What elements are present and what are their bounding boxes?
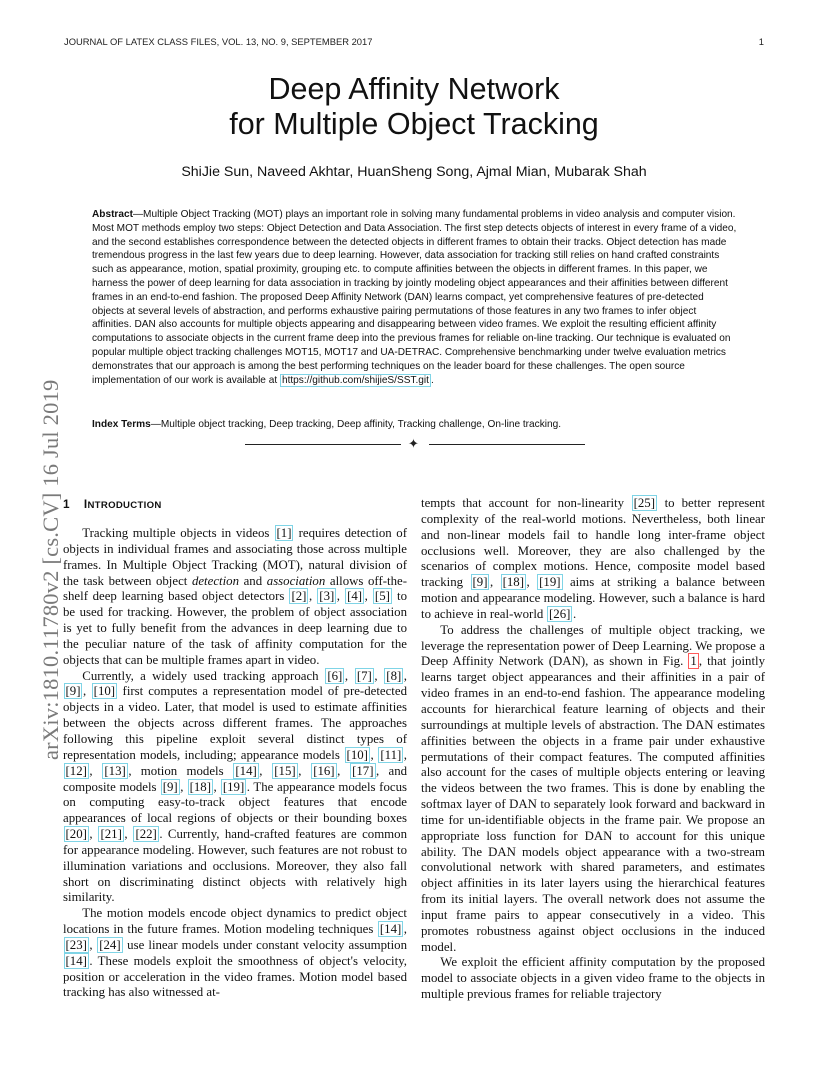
citation-link[interactable]: [14] bbox=[379, 922, 402, 937]
citation-link[interactable]: [6] bbox=[327, 668, 343, 683]
citation-link[interactable]: [11] bbox=[380, 747, 402, 762]
paragraph: Tracking multiple objects in videos [1] requires detection of objects in individual frames and associating those across multiple frames. In Multiple Object Tracking (MOT), natural division of the task between object detection and association allows off-the-shelf deep learning based object detectors [2] , [3] , [4] , [5] to be used for tracking. However, the problem of object association is yet to fully benefit from the advances in deep learning due to the peculiar nature of the task of affinity computation for the objects that can be multiple frames apart in video. bbox=[63, 526, 408, 667]
citation-link[interactable]: [16] bbox=[313, 763, 335, 778]
right-column bbox=[421, 496, 765, 1003]
citation-link[interactable]: [5] bbox=[374, 589, 390, 604]
abstract-label: Abstract bbox=[92, 209, 133, 220]
diamond-ornament-icon: ✦ bbox=[408, 437, 419, 452]
citation-link[interactable]: [9] bbox=[162, 779, 178, 794]
citation-link[interactable]: [12] bbox=[65, 763, 87, 778]
citation-link[interactable]: [14] bbox=[235, 763, 257, 778]
divider-line-right bbox=[429, 444, 585, 445]
figure-reference-link[interactable]: 1 bbox=[690, 654, 697, 669]
citation-link[interactable]: [7] bbox=[356, 668, 372, 683]
citation-link[interactable]: [10] bbox=[93, 684, 116, 699]
abstract-text: —Multiple Object Tracking (MOT) plays an important role in solving many fundamental problems in video analysis and computer vision. Most MOT methods employ two steps: Object Detection and Data Association. The first step detects objects of interest in every frame of a video, and the second establishes correspondence between the detected objects in different frames to obtain their tracks. Object detection has made tremendous progress in the last few years due to deep learning. However, data association for tracking still relies on hand crafted constraints such as appearance, motion, spatial proximity, grouping etc. to compute affinities between the objects in different frames. In this paper, we harness the power of deep learning for data association in tracking by jointly modeling object appearances and their affinities between different frames in an end-to-end fashion. The proposed Deep Affinity Network (DAN) learns compact, yet comprehensive features of pre-detected objects at several levels of abstraction, and performs exhaustive pairing permutations of those features in any two frames to infer object affinities. DAN also accounts for multiple objects appearing and disappearing between video frames. We exploit the resulting efficient affinity computations to associate objects in the current frame deep into the previous frames for reliable on-line tracking. Our technique is evaluated on popular multiple object tracking challenges MOT15, MOT17 and UA-DETRAC. Comprehensive benchmarking under twelve evaluation metrics demonstrates that our approach is among the best performing techniques on the leader board for these challenges. The open source implementation of our work is available at bbox=[92, 209, 737, 386]
citation-link[interactable]: [26] bbox=[549, 606, 571, 621]
citation-link[interactable]: [15] bbox=[274, 763, 296, 778]
citation-link[interactable]: [22] bbox=[135, 827, 157, 842]
code-link[interactable]: https://github.com/shijieS/SST.git bbox=[281, 374, 429, 386]
paper-title bbox=[0, 72, 828, 142]
citation-link[interactable]: [19] bbox=[539, 575, 561, 590]
citation-link[interactable]: [19] bbox=[222, 779, 245, 794]
author-list: ShiJie Sun, Naveed Akhtar, HuanSheng Song, Ajmal Mian, Mubarak Shah bbox=[181, 164, 647, 180]
page-number: 1 bbox=[758, 36, 764, 47]
paragraph: We exploit the efficient affinity computation by the proposed model to associate objects in a given video frame to the objects in multiple previous frames for reliable trajectory bbox=[421, 955, 765, 1002]
citation-link[interactable]: [18] bbox=[502, 575, 525, 590]
citation-link[interactable]: [25] bbox=[633, 496, 655, 510]
divider-line-left bbox=[245, 444, 401, 445]
citation-link[interactable]: [13] bbox=[104, 763, 126, 778]
abstract bbox=[92, 208, 738, 387]
arxiv-stamp: arXiv:1810.11780v2 [cs.CV] 16 Jul 2019 bbox=[38, 379, 63, 760]
abstract-end: . bbox=[430, 374, 434, 386]
index-terms-label: Index Terms bbox=[92, 419, 151, 430]
paragraph: To address the challenges of multiple object tracking, we leverage the representation power of Deep Learning. We propose a Deep Affinity Network (DAN), as shown in Fig. 1 , that jointly learns target object appearances and their affinities in a pair of video frames in an end-to-end fashion. The appearance modeling accounts for hierarchical feature learning of objects and their surroundings at multiple levels of abstraction. The DAN estimates affinities between the objects in a frame pair under exhaustive permutations of their compact features. The computed affinities also account for the cases of multiple objects entering or leaving the videos between the two frames. This is done by enabling the softmax layer of DAN to separately look forward and backward in time for un-identifiable objects in the frame pair. We propose an appropriate loss function for DAN to account for this unique ability. The DAN models object appearance with a two-stream convolutional network with shared parameters, and estimates object affinities in its later layers using the hierarchical features from its initial layers. The overall network does not assume the input frame pairs to appear consecutively in a video. This promotes robustness against object occlusions in the induced model. bbox=[421, 622, 766, 954]
section-heading bbox=[63, 496, 407, 514]
section-divider bbox=[245, 437, 585, 452]
title-line-1: Deep Affinity Network bbox=[268, 72, 560, 106]
citation-link[interactable]: [20] bbox=[65, 827, 87, 842]
citation-link[interactable]: [14] bbox=[65, 953, 87, 968]
citation-link[interactable]: [23] bbox=[65, 937, 87, 952]
title-line-2: for Multiple Object Tracking bbox=[229, 107, 599, 141]
citation-link[interactable]: [24] bbox=[99, 937, 121, 952]
index-terms bbox=[92, 418, 738, 432]
paragraph: The motion models encode object dynamics to predict object locations in the future frames. Motion modeling techniques [14] , [23] , [24] use linear models under constant velocity assumption [14] . These models exploit the smoothness of object's velocity, position or acceleration in the video frames. Motion model based tracking has also witnessed at- bbox=[63, 906, 408, 1000]
left-column bbox=[63, 496, 407, 1001]
citation-link[interactable]: [9] bbox=[472, 575, 488, 590]
citation-link[interactable]: [9] bbox=[65, 684, 81, 699]
section-number: 1 bbox=[63, 497, 70, 511]
paragraph: tempts that account for non-linearity [25] to better represent complexity of the real-world motions. Nevertheless, both linear and non-linear models fail to handle long inter-frame object occlusions well. Moreover, they are also challenged by the scenarios of complex motions. Hence, composite model based tracking [9] , [18] , [19] aims at striking a balance between motion and appearance modeling. However, such a balance is hard to achieve in real-world [26] . bbox=[421, 496, 765, 621]
citation-link[interactable]: [8] bbox=[386, 668, 402, 683]
paragraph: Currently, a widely used tracking approach [6] , [7] , [8] , [9] , [10] first computes a representation model of pre-detected objects in a video. Later, that model is used to estimate affinities between the objects across different frames. The approaches following this pipeline exploit several distinct types of representation models, including; appearance models [10] , [11] , [12] , [13] , motion models [14] , [15] , [16] , [17] , and composite models [9] , [18] , [19] . The appearance models focus on computing easy-to-track object features that encode appearances of local regions of objects or their bounding boxes [20] , [21] , [22] . Currently, hand-crafted features are common for appearance modeling. However, such features are not robust to illumination variations and occlusions. Moreover, they also fall short on discriminating distinct objects with relatively high similarity. bbox=[63, 668, 408, 905]
citation-link[interactable]: [2] bbox=[291, 589, 307, 604]
citation-link[interactable]: [4] bbox=[347, 589, 363, 604]
citation-link[interactable]: [3] bbox=[319, 589, 335, 604]
section-title-initial: I bbox=[83, 497, 88, 511]
index-terms-text: —Multiple object tracking, Deep tracking, Deep affinity, Tracking challenge, On-line tracking. bbox=[150, 419, 562, 430]
citation-link[interactable]: [10] bbox=[346, 747, 368, 762]
citation-link[interactable]: [17] bbox=[352, 763, 374, 778]
citation-link[interactable]: [21] bbox=[100, 827, 122, 842]
running-header bbox=[64, 36, 764, 47]
citation-link[interactable]: [18] bbox=[189, 779, 211, 794]
citation-link[interactable]: [1] bbox=[276, 526, 292, 540]
section-title-rest: NTRODUCTION bbox=[87, 500, 162, 511]
journal-name: JOURNAL OF LATEX CLASS FILES, VOL. 13, NO. 9, SEPTEMBER 2017 bbox=[64, 36, 373, 47]
